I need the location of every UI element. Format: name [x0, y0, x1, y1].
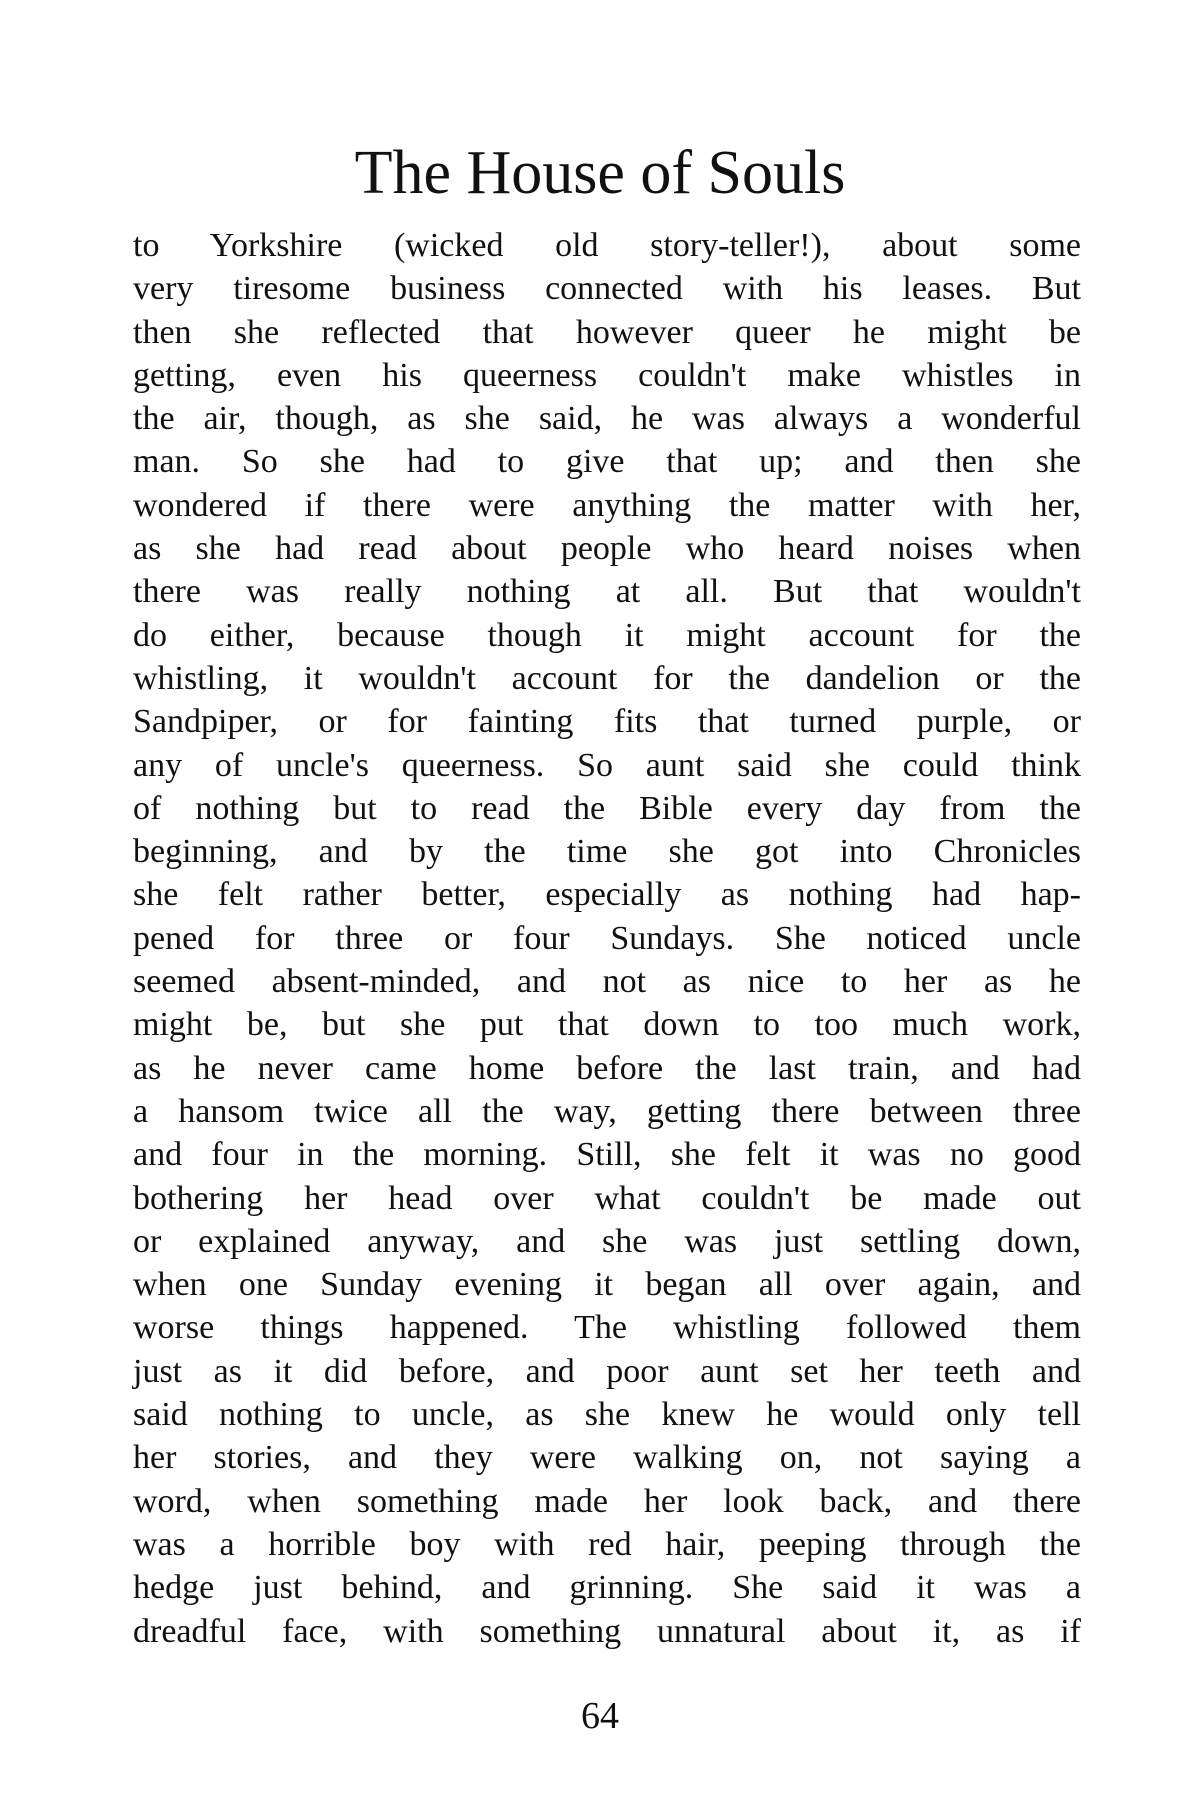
- text-line: worse things happened. The whistling followed them: [133, 1309, 1081, 1347]
- text-line: any of uncle's queerness. So aunt said she could think: [133, 746, 1081, 784]
- text-line: or explained anyway, and she was just settling down,: [133, 1222, 1081, 1260]
- body-text: [133, 224, 1081, 1653]
- text-line: as she had read about people who heard noises when: [133, 530, 1081, 568]
- text-line: as he never came home before the last train, and had: [133, 1049, 1081, 1087]
- text-line: might be, but she put that down to too much work,: [133, 1006, 1081, 1044]
- text-line: to Yorkshire (wicked old story-teller!), about some: [133, 227, 1081, 264]
- text-line: of nothing but to read the Bible every day from the: [133, 789, 1081, 827]
- text-line: pened for three or four Sundays. She noticed uncle: [133, 919, 1081, 957]
- page-number: 64: [581, 1695, 619, 1737]
- running-head: The House of Souls: [354, 139, 846, 207]
- text-line: man. So she had to give that up; and then she: [133, 443, 1081, 481]
- text-line: dreadful face, with something unnatural about it, as if: [133, 1612, 1081, 1650]
- text-line: there was really nothing at all. But that wouldn't: [133, 573, 1081, 611]
- text-line: and four in the morning. Still, she felt it was no good: [133, 1136, 1081, 1174]
- text-line: whistling, it wouldn't account for the dandelion or the: [133, 659, 1081, 697]
- text-line: then she reflected that however queer he might be: [133, 313, 1081, 351]
- text-line: getting, even his queerness couldn't make whistles in: [133, 356, 1081, 394]
- text-line: bothering her head over what couldn't be made out: [133, 1179, 1081, 1217]
- text-line: do either, because though it might account for the: [133, 616, 1081, 654]
- text-line: beginning, and by the time she got into Chronicles: [133, 833, 1081, 871]
- text-line: Sandpiper, or for fainting fits that turned purple, or: [133, 703, 1081, 741]
- text-line: was a horrible boy with red hair, peeping through the: [133, 1525, 1081, 1563]
- text-line: word, when something made her look back, and there: [133, 1482, 1081, 1520]
- text-line: the air, though, as she said, he was always a wonderful: [133, 400, 1081, 438]
- text-line: wondered if there were anything the matter with her,: [133, 486, 1081, 524]
- text-line: when one Sunday evening it began all over again, and: [133, 1266, 1081, 1304]
- text-line: hedge just behind, and grinning. She said it was a: [133, 1569, 1081, 1607]
- text-line: very tiresome business connected with his leases. But: [133, 270, 1081, 308]
- text-line: seemed absent-minded, and not as nice to her as he: [133, 963, 1081, 1001]
- text-line: said nothing to uncle, as she knew he would only tell: [133, 1396, 1081, 1434]
- text-line: a hansom twice all the way, getting there between three: [133, 1092, 1081, 1130]
- text-line: just as it did before, and poor aunt set her teeth and: [133, 1352, 1081, 1390]
- text-line: her stories, and they were walking on, not saying a: [133, 1439, 1081, 1477]
- text-line: she felt rather better, especially as nothing had hap-: [133, 876, 1081, 914]
